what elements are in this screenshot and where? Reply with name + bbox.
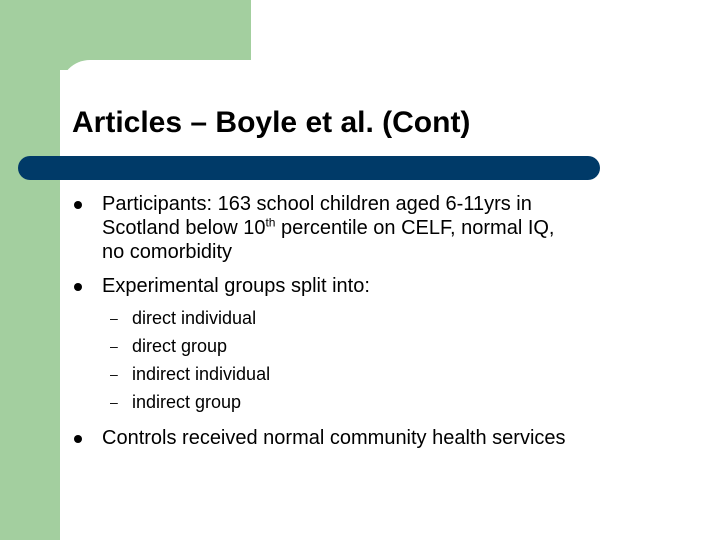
sub-bullet-list [72,304,692,416]
bullet-item-controls [72,426,692,450]
sub-bullet-text: direct group [132,336,228,356]
bullet-dot-icon [74,283,82,291]
sub-bullet-text: direct individual [132,308,257,328]
dash-icon: – [110,310,118,326]
bullet-dot-icon [74,201,82,209]
bullet-line: Scotland below 10 [102,217,266,239]
bullet-item-experimental-groups [72,274,692,298]
bullet-line: Participants: 163 school children aged 6-11yrs in [102,193,532,215]
bullet-text: Controls received normal community health services [102,427,566,449]
superscript: th [265,215,276,230]
sub-bullet-text: indirect group [132,392,242,412]
dash-icon: – [110,338,118,354]
slide-title: Articles – Boyle et al. (Cont) [72,106,471,139]
sub-bullet-item [72,332,692,360]
bullet-line: no comorbidity [102,241,233,263]
slide-content [72,192,692,460]
decorative-green-strip [0,0,60,540]
dash-icon: – [110,366,118,382]
bullet-text: Experimental groups split into: [102,275,370,297]
bullet-dot-icon [74,435,82,443]
title-underline-bar [18,156,600,180]
sub-bullet-item [72,304,692,332]
sub-bullet-text: indirect individual [132,364,271,384]
bullet-line: percentile on CELF, normal IQ, [275,217,555,239]
bullet-text [102,192,692,264]
bullet-item-participants [72,192,692,264]
sub-bullet-item [72,360,692,388]
dash-icon: – [110,394,118,410]
sub-bullet-item [72,388,692,416]
